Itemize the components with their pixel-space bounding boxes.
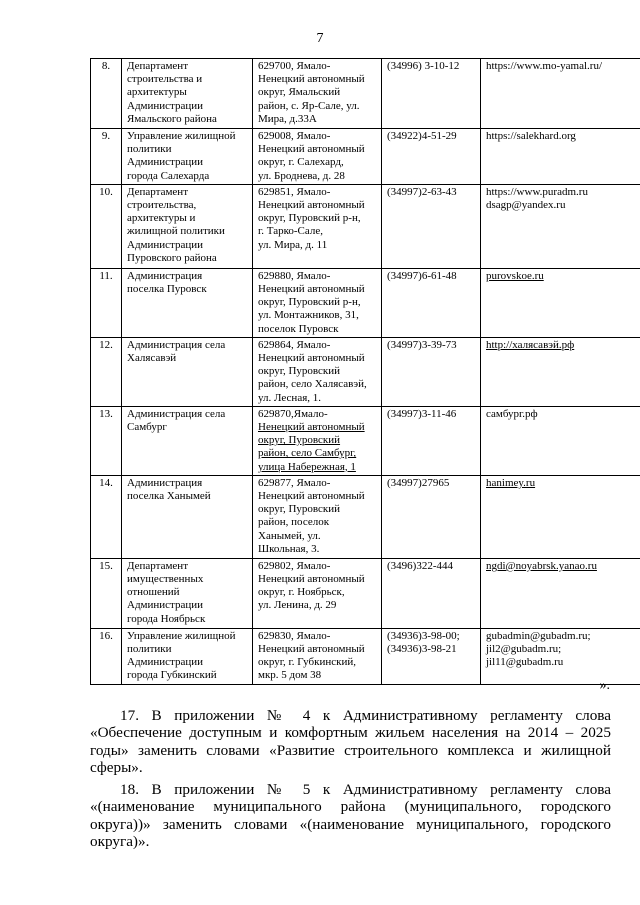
website-line[interactable]: hanimey.ru — [486, 476, 536, 489]
organization-name-line: Администрации — [127, 99, 204, 112]
website-line[interactable]: самбург.рф — [486, 407, 538, 420]
organization-name-line: политики — [127, 643, 172, 656]
address-line: 629830, Ямало- — [258, 629, 331, 642]
organization-name-line: Департамент — [127, 185, 189, 198]
address-line: округ, Пуровский — [258, 434, 341, 447]
phone — [382, 628, 481, 684]
table-row — [91, 337, 640, 406]
registry-table-body — [91, 59, 640, 685]
address — [253, 184, 382, 268]
address-line: Школьная, 3. — [258, 542, 320, 555]
organization-name-line: жилищной политики — [127, 225, 225, 238]
row-number: 11. — [91, 268, 122, 337]
phone-line: (34922)4-51-29 — [387, 130, 457, 142]
address-line: округ, Пуровский р-н, — [258, 296, 361, 309]
organization-name — [122, 59, 253, 129]
organization-name — [122, 268, 253, 337]
address-line: район, с. Яр-Сале, ул. — [258, 99, 360, 112]
row-number: 12. — [91, 337, 122, 406]
address-line: район, село Самбург, — [258, 447, 357, 460]
website — [481, 129, 640, 185]
phone — [382, 475, 481, 558]
organization-name-line: Халясавэй — [127, 352, 177, 365]
website-line[interactable]: ngdi@noyabrsk.yanao.ru — [486, 559, 597, 572]
address-line: 629802, Ямало- — [258, 559, 331, 572]
address-line: 629877, Ямало- — [258, 476, 331, 489]
address-line: район, поселок — [258, 516, 330, 529]
address-line: округ, г. Салехард, — [258, 156, 344, 169]
organization-name — [122, 558, 253, 628]
address — [253, 268, 382, 337]
organization-name — [122, 184, 253, 268]
website — [481, 184, 640, 268]
organization-name-line: Администрации — [127, 156, 204, 169]
phone — [382, 558, 481, 628]
phone-line: (34997)2-63-43 — [387, 185, 457, 198]
organization-name-line: города Ноябрьск — [127, 612, 206, 625]
table-row — [91, 406, 640, 475]
table-row — [91, 475, 640, 558]
website-line[interactable]: http://халясавэй.рф — [486, 338, 575, 351]
address-line: ул. Мира, д. 11 — [258, 238, 328, 251]
website — [481, 628, 640, 684]
page-number: 7 — [316, 31, 324, 46]
address-line: Ханымей, ул. — [258, 529, 321, 542]
row-number: 15. — [91, 558, 122, 628]
organization-name-line: города Губкинский — [127, 669, 217, 682]
table-row — [91, 628, 640, 684]
website — [481, 59, 640, 129]
address-line: Ненецкий автономный — [258, 573, 365, 586]
address-line: Ненецкий автономный — [258, 421, 365, 434]
organization-name-line: Пуровского района — [127, 251, 217, 264]
website-line[interactable]: gubadmin@gubadm.ru; — [486, 629, 591, 642]
phone — [382, 406, 481, 475]
row-number: 8. — [91, 59, 122, 129]
row-number: 14. — [91, 475, 122, 558]
address-line: поселок Пуровск — [258, 322, 339, 335]
phone-line: (34997)27965 — [387, 476, 450, 489]
address-line: округ, г. Губкинский, — [258, 656, 357, 669]
row-number: 9. — [91, 129, 122, 185]
phone-line: (34936)3-98-00; — [387, 629, 460, 642]
address-line: Ненецкий автономный — [258, 643, 365, 656]
address-line: Ненецкий автономный — [258, 199, 365, 212]
website — [481, 558, 640, 628]
website-line[interactable]: https://www.mo-yamal.ru/ — [486, 60, 602, 72]
registry-table — [90, 58, 640, 685]
table-row — [91, 59, 640, 129]
address — [253, 129, 382, 185]
organization-name-line: строительства и — [127, 73, 203, 86]
organization-name-line: Администрации — [127, 656, 204, 669]
address-line: ул. Броднева, д. 28 — [258, 169, 345, 182]
paragraph-17: 17. В приложении № 4 к Административному регламенту слова «Обеспечение доступным и комфортным жильем населения на 2014 – 2025 годы» заменить словами «Развитие строительного комплекса и жилищной сферы». — [90, 707, 611, 777]
address-line: округ, Ямальский — [258, 86, 341, 99]
address — [253, 337, 382, 406]
phone — [382, 129, 481, 185]
address — [253, 406, 382, 475]
address-line: 629864, Ямало- — [258, 338, 331, 351]
row-number: 10. — [91, 184, 122, 268]
organization-name-line: Управление жилищной — [127, 629, 236, 642]
organization-name-line: Администрация села — [127, 338, 226, 351]
address-line: ул. Монтажников, 31, — [258, 309, 359, 322]
phone-line: (3496)322-444 — [387, 559, 453, 572]
address-line: округ, Пуровский — [258, 365, 341, 378]
row-number: 16. — [91, 628, 122, 684]
organization-name-line: Ямальского района — [127, 112, 217, 125]
table-row — [91, 558, 640, 628]
table-row — [91, 268, 640, 337]
website-line[interactable]: dsagp@yandex.ru — [486, 199, 566, 212]
phone-line: (34997)3-11-46 — [387, 407, 457, 420]
address-line: ул. Лесная, 1. — [258, 391, 322, 404]
website-line[interactable]: jil2@gubadm.ru; — [486, 643, 562, 656]
closing-quote-mark: ». — [599, 678, 610, 693]
address — [253, 628, 382, 684]
address-line: Ненецкий автономный — [258, 352, 365, 365]
address-line: 629851, Ямало- — [258, 185, 331, 198]
organization-name-line: архитектуры и — [127, 212, 196, 225]
row-number: 13. — [91, 406, 122, 475]
website — [481, 268, 640, 337]
organization-name — [122, 628, 253, 684]
website — [481, 475, 640, 558]
organization-name-line: поселка Пуровск — [127, 283, 207, 296]
address-line: округ, Пуровский — [258, 503, 341, 516]
paragraph-18: 18. В приложении № 5 к Административному регламенту слова «(наименование муниципального района (муниципального, городского округа))» заменить словами «(наименование муниципального, городского округа)». — [90, 781, 611, 851]
website-line[interactable]: https://www.puradm.ru — [486, 185, 588, 198]
organization-name-line: архитектуры — [127, 86, 187, 99]
address — [253, 475, 382, 558]
address-line: г. Тарко-Сале, — [258, 225, 323, 238]
phone-line: (34997)3-39-73 — [387, 338, 457, 351]
organization-name — [122, 337, 253, 406]
address-line: 629700, Ямало- — [258, 60, 331, 72]
address-line: улица Набережная, 1 — [258, 460, 356, 473]
phone — [382, 337, 481, 406]
organization-name — [122, 406, 253, 475]
phone-line: (34997)6-61-48 — [387, 269, 457, 282]
phone — [382, 268, 481, 337]
organization-name — [122, 129, 253, 185]
organization-name-line: политики — [127, 143, 172, 156]
table-row — [91, 129, 640, 185]
address-line: Ненецкий автономный — [258, 143, 365, 156]
address — [253, 59, 382, 129]
address-line: Мира, д.33А — [258, 112, 317, 125]
organization-name-line: Управление жилищной — [127, 130, 236, 142]
website-line[interactable]: purovskoe.ru — [486, 269, 544, 282]
website-line[interactable]: jil11@gubadm.ru — [486, 656, 564, 669]
address-line: 629880, Ямало- — [258, 269, 331, 282]
address-line: ул. Ленина, д. 29 — [258, 599, 337, 612]
phone-line: (34936)3-98-21 — [387, 643, 457, 656]
address-line: округ, Пуровский р-н, — [258, 212, 361, 225]
website-line[interactable]: https://salekhard.org — [486, 130, 576, 142]
address-line: 629008, Ямало- — [258, 130, 331, 142]
website — [481, 337, 640, 406]
address-line: 629870,Ямало- — [258, 407, 328, 420]
organization-name-line: Департамент — [127, 559, 189, 572]
organization-name-line: отношений — [127, 586, 180, 599]
organization-name-line: Администрация — [127, 476, 203, 489]
address-line: Ненецкий автономный — [258, 283, 365, 296]
organization-name-line: Администрации — [127, 238, 204, 251]
address-line: район, село Халясавэй, — [258, 378, 367, 391]
organization-name-line: Самбург — [127, 421, 167, 434]
organization-name-line: Администрация села — [127, 407, 226, 420]
address — [253, 558, 382, 628]
organization-name-line: города Салехарда — [127, 169, 210, 182]
address-line: Ненецкий автономный — [258, 73, 365, 86]
table-row — [91, 184, 640, 268]
organization-name-line: Администрации — [127, 599, 204, 612]
organization-name-line: Администрация — [127, 269, 203, 282]
address-line: Ненецкий автономный — [258, 490, 365, 503]
organization-name-line: строительства, — [127, 199, 197, 212]
organization-name-line: Департамент — [127, 60, 189, 72]
organization-name-line: поселка Ханымей — [127, 490, 211, 503]
phone — [382, 59, 481, 129]
website — [481, 406, 640, 475]
address-line: мкр. 5 дом 38 — [258, 669, 322, 682]
organization-name-line: имущественных — [127, 573, 204, 586]
phone-line: (34996) 3-10-12 — [387, 60, 460, 72]
phone — [382, 184, 481, 268]
address-line: округ, г. Ноябрьск, — [258, 586, 345, 599]
organization-name — [122, 475, 253, 558]
